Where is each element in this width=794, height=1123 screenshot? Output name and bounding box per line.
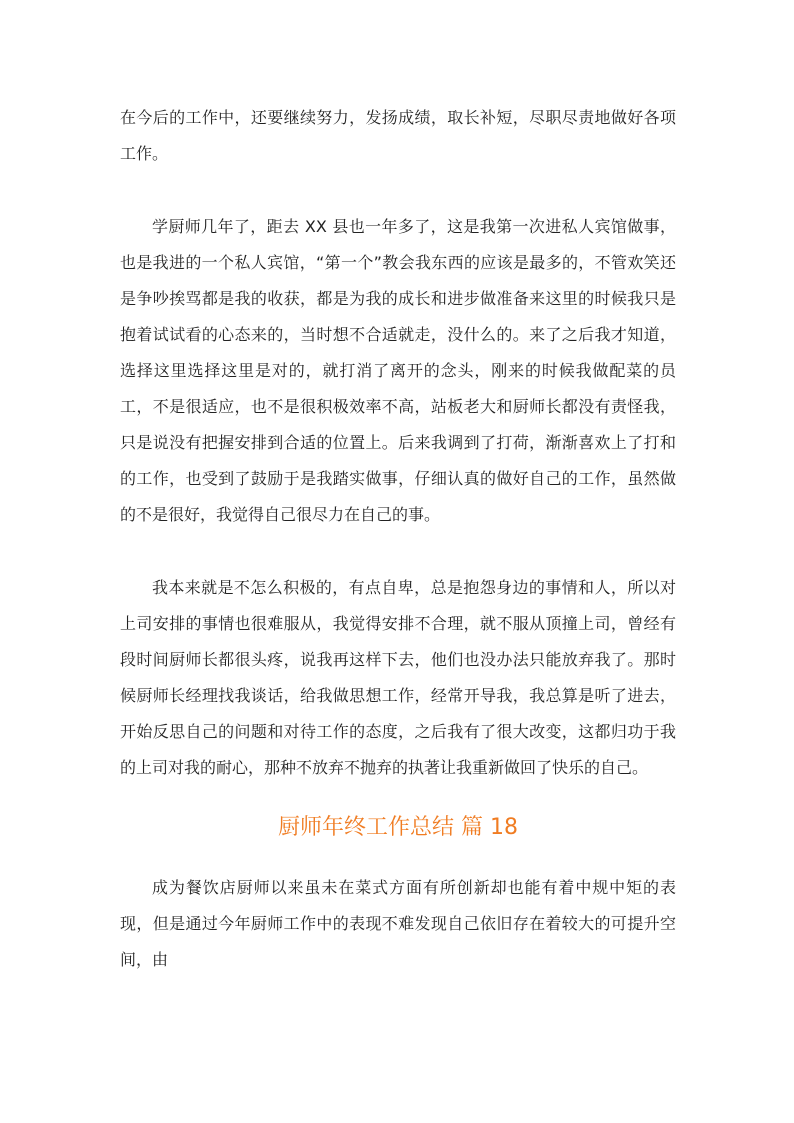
paragraph-attitude-change: 我本来就是不怎么积极的，有点自卑，总是抱怨身边的事情和人，所以对上司安排的事情也很难服从，我觉得安排不合理，就不服从顶撞上司，曾经有段时间厨师长都很头疼，说我再这样下去，他们也没办法只能放弃我了。那时候厨师长经理找我谈话，给我做思想工作，经常开导我，我总算是听了进去，开始反思自己的问题和对待工作的态度，之后我有了很大改变，这都归功于我的上司对我的耐心，那种不放弃不抛弃的执著让我重新做回了快乐的自己。 (120, 578, 676, 777)
section-heading: 厨师年终工作总结 篇 18 (278, 815, 518, 840)
heading-spacer (120, 843, 676, 870)
paragraph-closing: 在今后的工作中，还要继续努力，发扬成绩，取长补短，尽职尽责地做好各项工作。 (120, 108, 676, 163)
paragraph-spacer (120, 172, 676, 209)
paragraph-spacer (120, 533, 676, 570)
document-body (120, 100, 676, 978)
paragraph-section-18-intro: 成为餐饮店厨师以来虽未在菜式方面有所创新却也能有着中规中矩的表现，但是通过今年厨师工作中的表现不难发现自己依旧存在着较大的可提升空间，由 (120, 878, 676, 969)
heading-spacer (120, 786, 676, 813)
paragraph-chef-experience: 学厨师几年了，距去 XX 县也一年多了，这是我第一次进私人宾馆做事，也是我进的一个私人宾馆，“第一个”教会我东西的应该是最多的，不管欢笑还是争吵挨骂都是我的收获，都是为我的成长和进步做准备来这里的时候我只是抱着试试看的心态来的，当时想不合适就走，没什么的。来了之后我才知道，选择这里选择这里是对的，就打消了离开的念头，刚来的时候我做配菜的员工，不是很适应，也不是很积极效率不高，站板老大和厨师长都没有责怪我，只是说没有把握安排到合适的位置上。后来我调到了打荷，渐渐喜欢上了打和的工作，也受到了鼓励于是我踏实做事，仔细认真的做好自己的工作，虽然做的不是很好，我觉得自己很尽力在自己的事。 (120, 217, 676, 524)
